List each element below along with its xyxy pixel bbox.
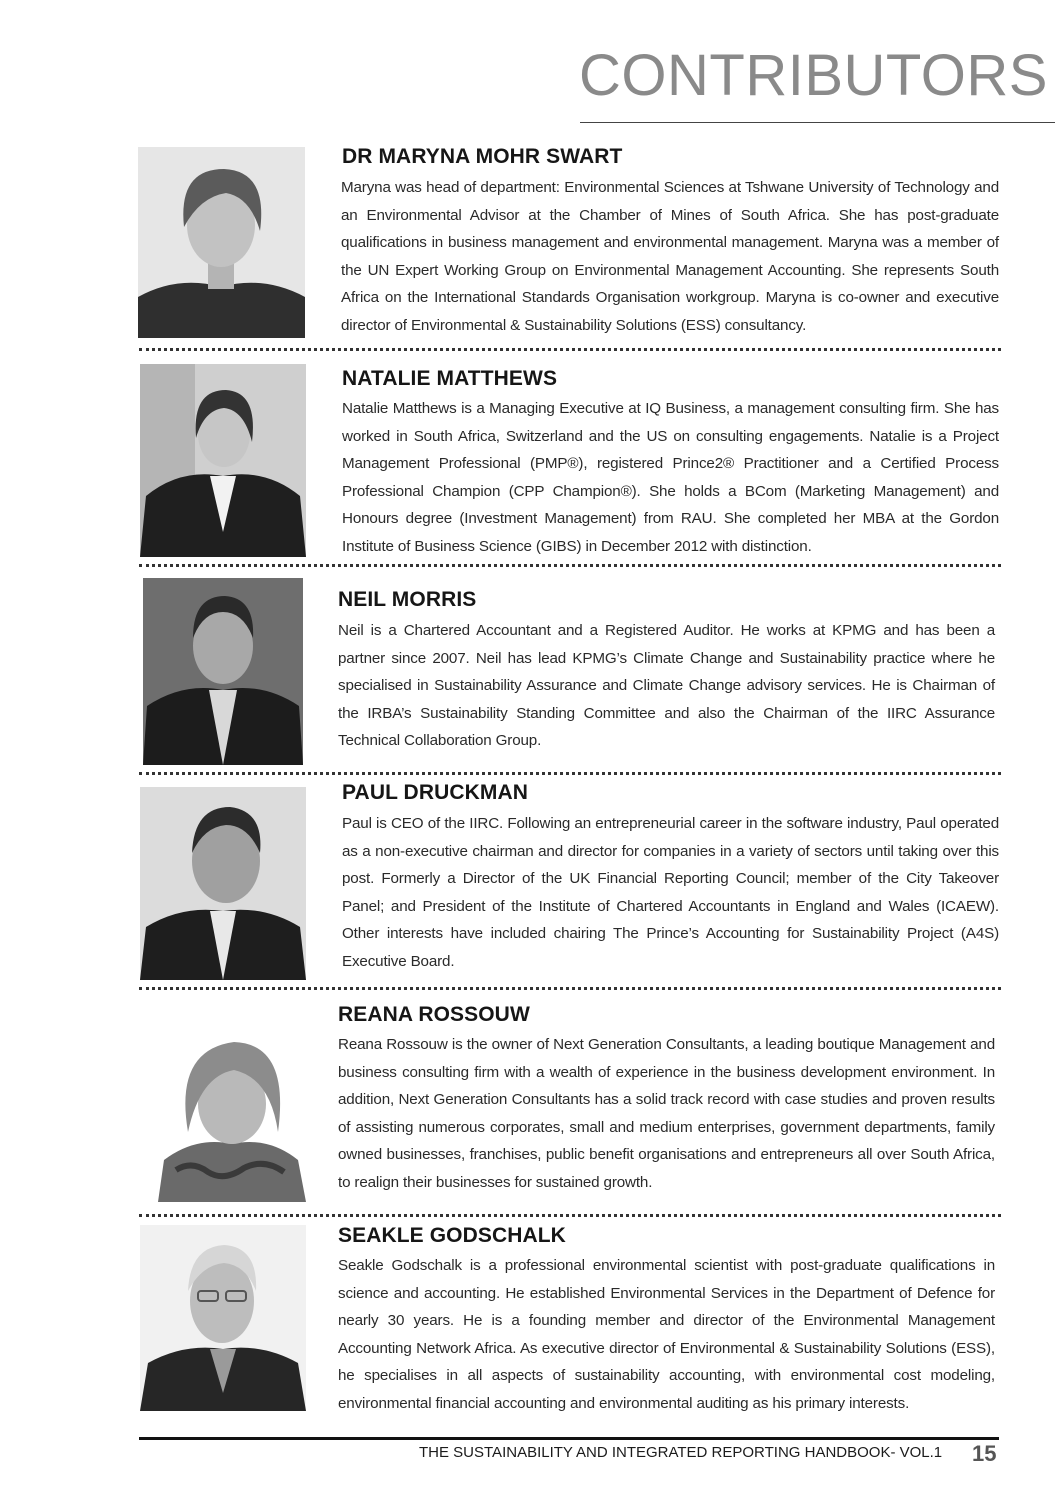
contributor-bio: Maryna was head of department: Environmental Sciences at Tshwane University of Technology and an Environmental Advisor at the Chamber of Mines of South Africa. She has post-graduate qualifications in business management and environmental management. Maryna was a member of the UN Expert Working Group on Environmental Management Accounting. She represents South Africa on the International Standards Organisation workgroup. Maryna is co-owner and executive director of Environmental & Sustainability Solutions (ESS) consultancy. [341, 179, 999, 334]
footer-publication-title: THE SUSTAINABILITY AND INTEGRATED REPORTING HANDBOOK- VOL.1 [419, 1444, 943, 1461]
dotted-divider [139, 348, 1001, 351]
contributor-name: DR MARYNA MOHR SWART [342, 145, 623, 168]
contributor-photo [140, 364, 306, 557]
contributor-name: SEAKLE GODSCHALK [338, 1224, 566, 1247]
contributor-bio: Reana Rossouw is the owner of Next Generation Consultants, a leading boutique Management and business consulting firm with a wealth of experience in the business development environment. In addition, Next Generation Consultants has a solid track record with case studies and proven results of assisting numerous corporates, small and medium enterprises, government departments, family owned businesses, franchises, public benefit organisations and entrepreneurs all over South Africa, to realign their businesses for sustained growth. [338, 1036, 995, 1191]
contributor-photo [140, 787, 306, 980]
dotted-divider [139, 772, 1001, 775]
contributor-name: REANA ROSSOUW [338, 1003, 530, 1026]
contributor-photo [140, 1225, 306, 1411]
contributor-name: PAUL DRUCKMAN [342, 781, 529, 804]
dotted-divider [139, 987, 1001, 990]
dotted-divider [139, 564, 1001, 567]
contributor-name: NEIL MORRIS [338, 588, 477, 611]
dotted-divider [139, 1214, 1001, 1217]
page-number: 15 [972, 1441, 997, 1466]
contributor-bio: Seakle Godschalk is a professional environmental scientist with post-graduate qualifications in science and accounting. He established Environmental Services in the Department of Defence for nearly 30 years. He is a founding member and director of the Environmental Management Accounting Network Africa. As executive director of Environmental & Sustainability Solutions (ESS), he specialises in all aspects of sustainability accounting, with environmental cost modeling, environmental financial accounting and environmental auditing as his primary interests. [338, 1257, 995, 1412]
page-title: CONTRIBUTORS [579, 43, 1048, 108]
title-underline [580, 122, 1055, 123]
contributor-bio: Natalie Matthews is a Managing Executive at IQ Business, a management consulting firm. She has worked in South Africa, Switzerland and the US on consulting engagements. Natalie is a Project Management Professional (PMP®), registered Prince2® Practitioner and a Certified Process Professional Champion (CPP Champion®). She holds a BCom (Marketing Management) and Honours degree (Investment Management) from RAU. She completed her MBA at the Gordon Institute of Business Science (GIBS) in December 2012 with distinction. [342, 400, 999, 555]
contributor-photo [152, 1020, 306, 1202]
contributor-bio: Neil is a Chartered Accountant and a Registered Auditor. He works at KPMG and has been a partner since 2007. Neil has lead KPMG’s Climate Change and Sustainability practice where he specialised in Sustainability Assurance and Climate Change advisory services. He is Chairman of the IRBA’s Sustainability Standing Committee and also the Chairman of the IIRC Assurance Technical Collaboration Group. [338, 622, 995, 750]
contributor-photo [143, 578, 303, 765]
contributor-photo [138, 147, 305, 338]
contributor-bio: Paul is CEO of the IIRC. Following an entrepreneurial career in the software industry, Paul operated as a non-executive chairman and director for companies in a variety of sectors until taking over this post. Formerly a Director of the UK Financial Reporting Council; member of the City Takeover Panel; and President of the Institute of Chartered Accountants in England and Wales (ICAEW). Other interests have included chairing The Prince’s Accounting for Sustainability Project (A4S) Executive Board. [342, 815, 999, 970]
footer-rule [139, 1437, 999, 1440]
contributor-name: NATALIE MATTHEWS [342, 367, 558, 390]
